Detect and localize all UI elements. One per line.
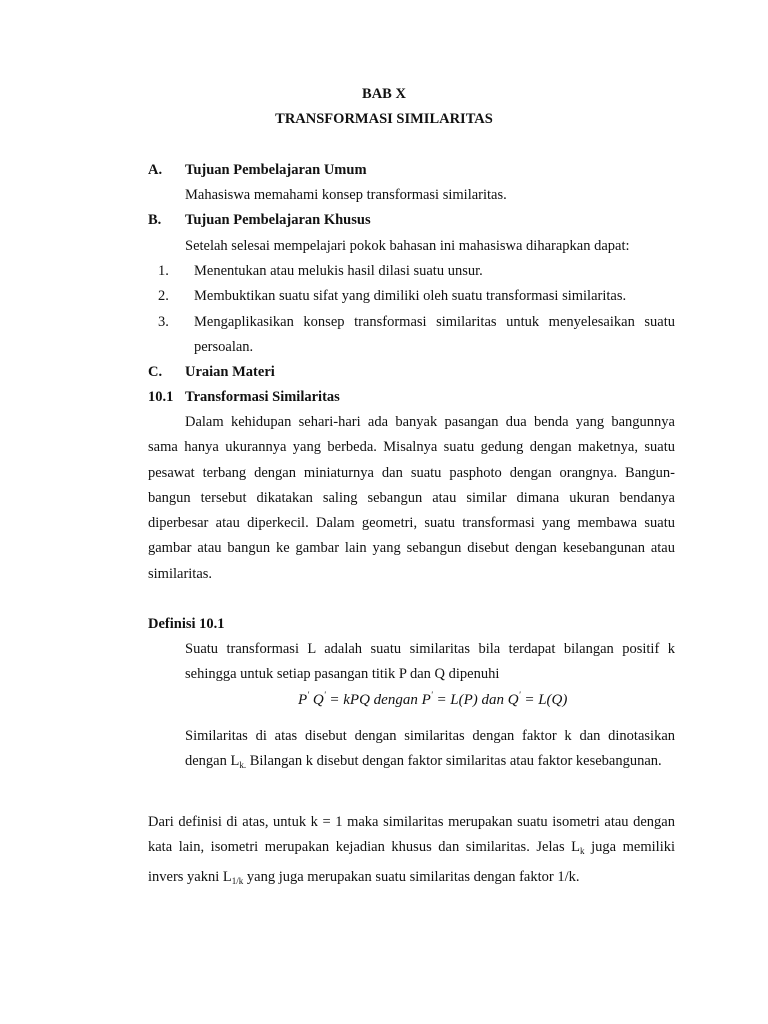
definition-text: Suatu transformasi L adalah suatu similaritas bila terdapat bilangan positif k sehingga untuk setiap pasangan titik P dan Q dipenuhi xyxy=(185,641,675,683)
list-item-text: Menentukan atau melukis hasil dilasi suatu unsur. xyxy=(194,263,483,279)
list-item-number: 3. xyxy=(158,314,169,330)
subsection-heading: Transformasi Similaritas xyxy=(185,389,340,405)
closing-paragraph: Dari definisi di atas, untuk k = 1 maka similaritas merupakan suatu isometri atau dengan kata lain, isometri merupakan kejadian khusus dan similaritas. Jelas $L_k$ juga memiliki invers yakni $L_{1/k}$ yang juga merupakan suatu similaritas dengan faktor 1/k. xyxy=(148,814,675,886)
list-item-text: Mengaplikasikan konsep transformasi similaritas untuk menyelesaikan suatu xyxy=(194,314,675,330)
body-paragraph: Dalam kehidupan sehari-hari ada banyak pasangan dua benda yang bangunnya sama hanya ukurannya yang berbeda. Misalnya suatu gedung dengan maketnya, suatu pesawat terbang dengan miniaturnya dan suatu pasphoto dengan orangnya. Bangun-bangun tersebut dikatakan saling sebangun atau similar dimana ukuran bendanya diperbesar atau diperkecil. Dalam geometri, suatu transformasi yang membawa suatu gambar atau bangun ke gambar lain yang sebangun disebut dengan kesebangunan atau similaritas. xyxy=(148,414,675,582)
section-a-heading: Tujuan Pembelajaran Umum xyxy=(185,162,367,178)
section-a-text: Mahasiswa memahami konsep transformasi similaritas. xyxy=(185,187,507,203)
definition-note: Similaritas di atas disebut dengan similaritas dengan faktor k dan dinotasikan dengan $L_{k.}$ Bilangan k disebut dengan faktor similaritas atau faktor kesebangunan. xyxy=(185,728,675,771)
list-item-number: 2. xyxy=(158,288,169,304)
section-a-marker: A. xyxy=(148,162,163,178)
section-b-heading: Tujuan Pembelajaran Khusus xyxy=(185,212,371,228)
section-c-marker: C. xyxy=(148,364,163,380)
chapter-title: TRANSFORMASI SIMILARITAS xyxy=(275,111,493,127)
list-item-text: Membuktikan suatu sifat yang dimiliki oleh suatu transformasi similaritas. xyxy=(194,288,627,304)
list-item-number: 1. xyxy=(158,263,169,279)
section-b-intro: Setelah selesai mempelajari pokok bahasan ini mahasiswa diharapkan dapat: xyxy=(185,238,630,254)
chapter-label: BAB X xyxy=(362,86,406,102)
subsection-number: 10.1 xyxy=(148,389,174,405)
definition-heading: Definisi 10.1 xyxy=(148,616,225,632)
similarity-equation: P' Q' = kPQ dengan P' = L(P) dan Q' = L(Q) xyxy=(298,690,568,708)
list-item-continuation: persoalan. xyxy=(194,339,254,355)
section-b-marker: B. xyxy=(148,212,162,228)
section-c-heading: Uraian Materi xyxy=(185,364,275,380)
